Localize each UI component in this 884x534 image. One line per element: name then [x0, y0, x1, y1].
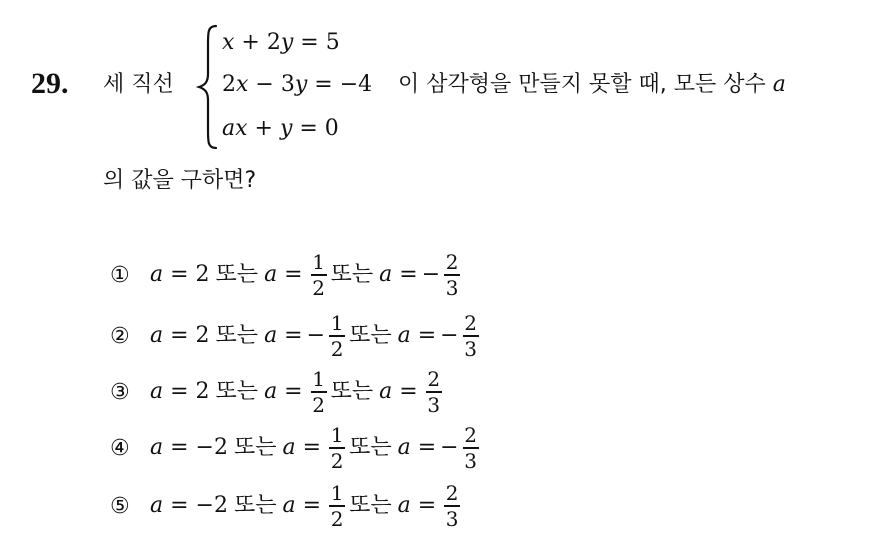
fraction-2	[463, 424, 479, 472]
fraction-1	[311, 251, 327, 299]
fraction-2	[444, 482, 460, 530]
choice-value-2: a = $\frac{1}{2}$	[282, 423, 344, 473]
fraction-2-denominator: 3	[445, 275, 459, 300]
choice-number: ②	[110, 323, 130, 349]
eq3-var-ax: ax	[222, 116, 248, 141]
choice-or-1: 또는	[215, 262, 259, 287]
eq3-rhs: = 0	[292, 116, 339, 141]
choice-value-2: a = $\frac{1}{2}$	[264, 250, 325, 300]
fraction-2-denominator: 3	[464, 336, 477, 361]
fraction-1-numerator: 1	[330, 481, 344, 506]
fraction-2-numerator: 2	[464, 311, 477, 336]
fraction-2-numerator: 2	[464, 423, 477, 448]
fraction-2	[426, 368, 442, 416]
choice-value-1: a = 2	[150, 262, 210, 287]
fraction-1-denominator: 2	[312, 392, 325, 417]
choice-value-1: a = 2	[150, 379, 210, 404]
equation-system	[196, 22, 396, 152]
choice-value-3: a = $\frac{2}{3}$	[379, 367, 441, 417]
choice-3[interactable]	[110, 367, 446, 417]
choice-value-3: a = − $\frac{2}{3}$	[397, 311, 477, 361]
choice-5[interactable]	[110, 481, 464, 531]
choice-number: ③	[110, 379, 130, 405]
stem-tail	[398, 70, 786, 100]
choice-number: ⑤	[110, 493, 130, 519]
choice-number: ④	[110, 435, 130, 461]
choice-number: ①	[110, 262, 130, 288]
choice-or-1: 또는	[215, 323, 259, 348]
problem-number: 29.	[31, 67, 69, 100]
fraction-1-denominator: 2	[330, 448, 344, 473]
eq1-var-y: y	[280, 30, 294, 55]
fraction-1-denominator: 2	[330, 506, 344, 531]
equation-3	[222, 114, 339, 144]
fraction-2-sign: −	[440, 435, 459, 460]
fraction-2-denominator: 3	[445, 506, 459, 531]
fraction-2	[444, 251, 460, 299]
fraction-1	[311, 368, 327, 416]
choice-value-2: a = $\frac{1}{2}$	[282, 481, 344, 531]
choice-1[interactable]	[110, 250, 464, 300]
eq1-rhs: = 5	[293, 30, 340, 55]
stem-line-2: 의 값을 구하면?	[103, 168, 257, 193]
fraction-1-denominator: 2	[330, 336, 344, 361]
choice-value-1: a = 2	[150, 323, 210, 348]
choice-value-3: a = − $\frac{2}{3}$	[397, 423, 477, 473]
eq2-var-y: y	[294, 72, 308, 97]
fraction-2-numerator: 2	[445, 250, 459, 275]
left-brace-icon	[196, 22, 220, 152]
stem-tail-text: 이 삼각형을 만들지 못할 때, 모든 상수	[398, 72, 766, 97]
eq3-var-y: y	[279, 116, 293, 141]
fraction-2	[463, 312, 479, 360]
fraction-2-numerator: 2	[445, 481, 459, 506]
fraction-2-numerator: 2	[427, 367, 441, 392]
choice-value-2: a = − $\frac{1}{2}$	[264, 311, 344, 361]
fraction-1	[329, 312, 345, 360]
fraction-1-numerator: 1	[330, 423, 344, 448]
choice-4[interactable]	[110, 423, 483, 473]
choice-value-1: a = −2	[150, 493, 228, 518]
fraction-2-denominator: 3	[427, 392, 441, 417]
choice-or-2: 또는	[349, 323, 392, 348]
choice-value-2: a = $\frac{1}{2}$	[264, 367, 325, 417]
fraction-2-sign: −	[421, 262, 441, 287]
choice-value-3: a = − $\frac{2}{3}$	[379, 250, 459, 300]
fraction-1-sign: −	[306, 323, 326, 348]
fraction-1-numerator: 1	[312, 367, 325, 392]
choice-or-1: 또는	[233, 435, 277, 460]
choice-or-2: 또는	[349, 493, 392, 518]
equation-2	[222, 70, 372, 100]
eq1-var-x: x	[222, 30, 235, 55]
choice-or-2: 또는	[349, 435, 392, 460]
fraction-2-denominator: 3	[464, 448, 477, 473]
fraction-1-numerator: 1	[312, 250, 325, 275]
eq2-part: − 3	[248, 72, 295, 97]
choice-or-2: 또는	[330, 379, 374, 404]
choice-or-1: 또는	[233, 493, 277, 518]
fraction-1-denominator: 2	[312, 275, 325, 300]
eq1-part: + 2	[234, 30, 281, 55]
choice-value-1: a = −2	[150, 435, 228, 460]
fraction-1	[329, 424, 345, 472]
fraction-1-numerator: 1	[330, 311, 344, 336]
eq2-rhs: = −4	[307, 72, 373, 97]
stem-var-a: a	[772, 72, 786, 97]
choice-or-2: 또는	[330, 262, 374, 287]
eq2-var-x: x	[236, 72, 249, 97]
choice-or-1: 또는	[215, 379, 259, 404]
eq3-part: +	[247, 116, 280, 141]
choice-2[interactable]	[110, 311, 483, 361]
equation-1	[222, 28, 340, 58]
stem-lead: 세 직선	[103, 72, 174, 97]
fraction-2-sign: −	[440, 323, 459, 348]
choice-value-3: a = $\frac{2}{3}$	[397, 481, 459, 531]
eq2-coef: 2	[222, 72, 236, 97]
fraction-1	[329, 482, 345, 530]
